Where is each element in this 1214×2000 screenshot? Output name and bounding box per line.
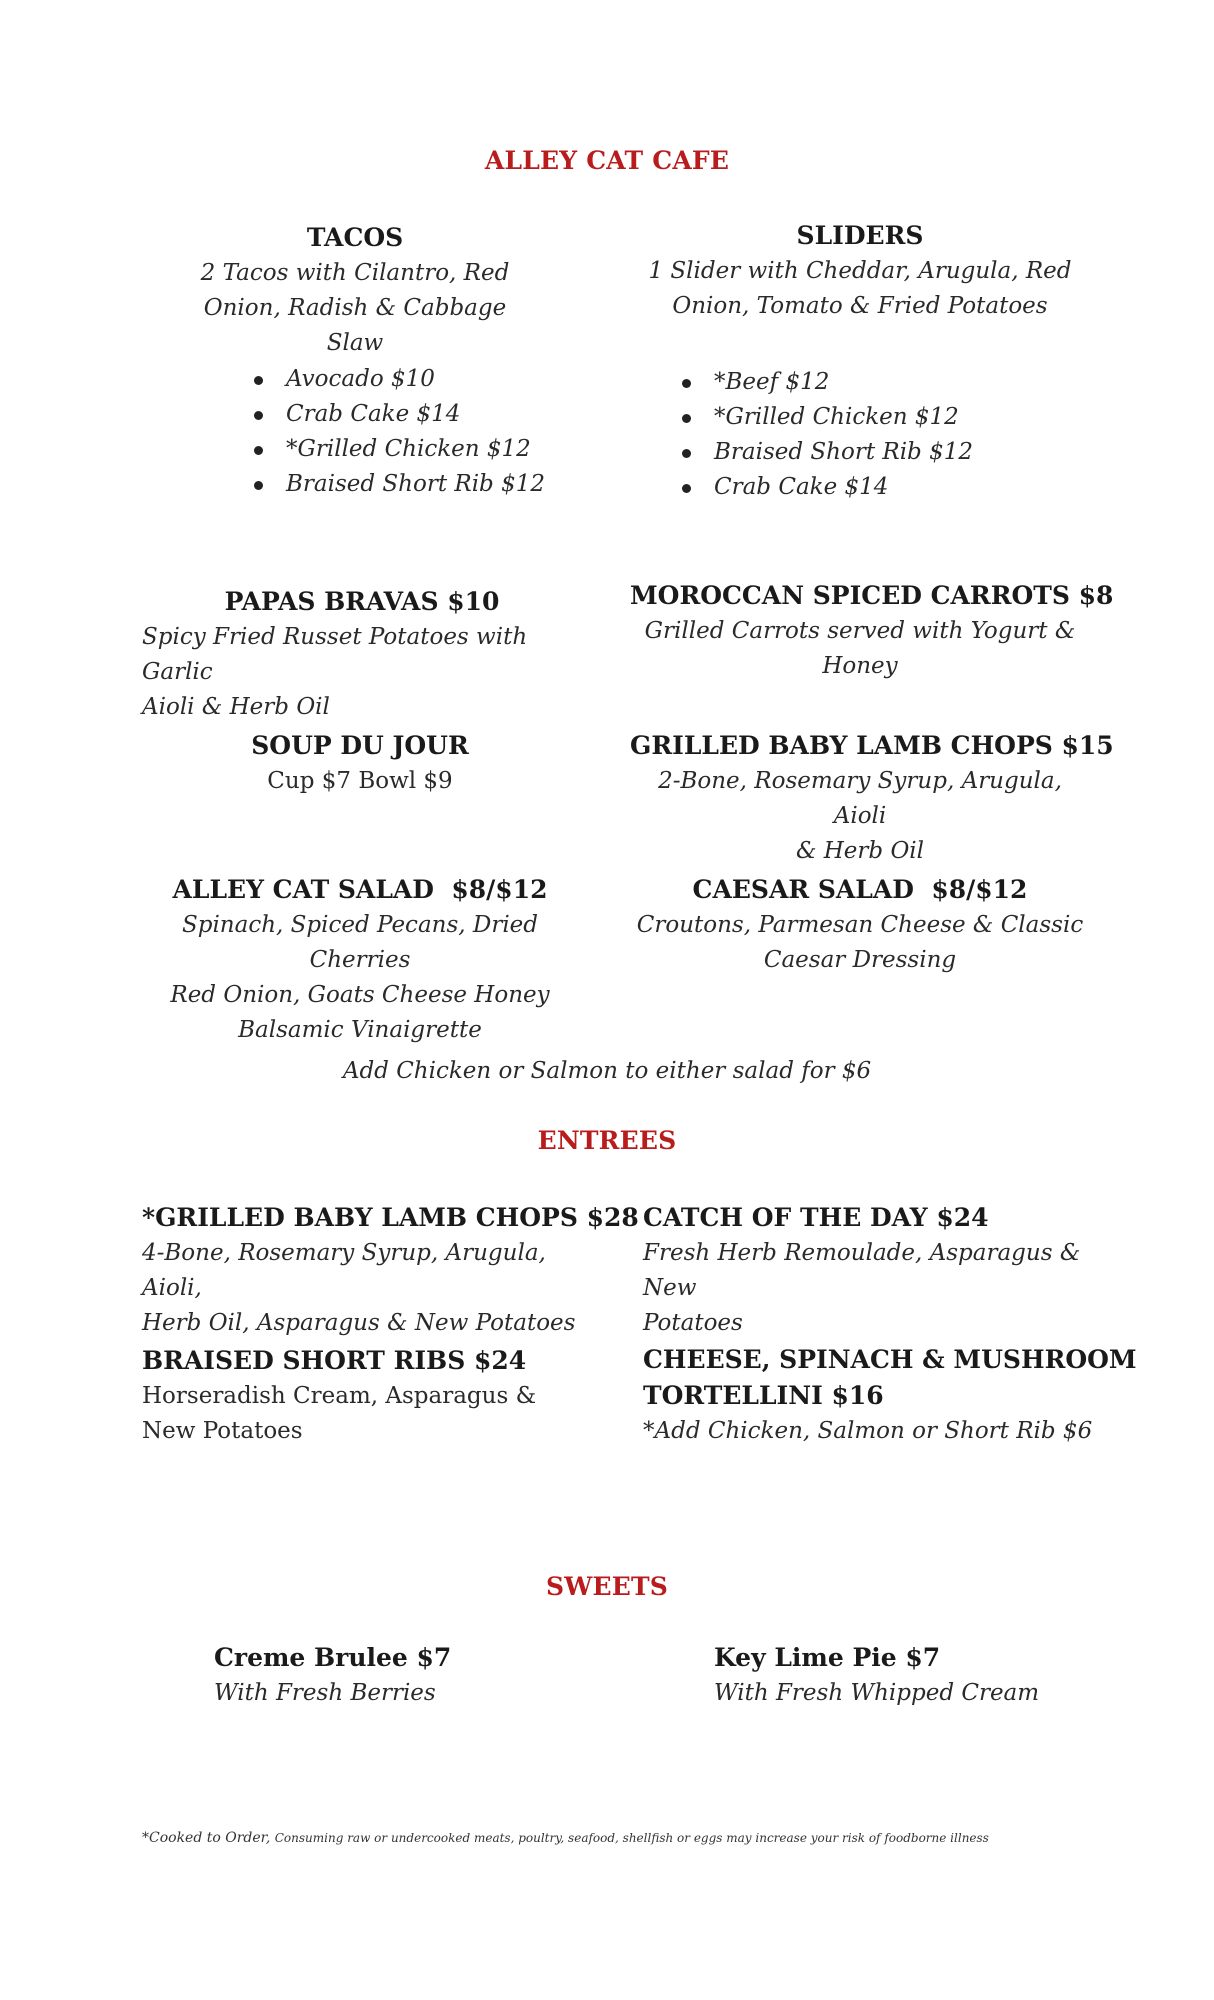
soup-heading: SOUP DU JOUR [251, 731, 469, 760]
entree-tortellini-heading-line1: CHEESE, SPINACH & MUSHROOM [643, 1345, 1137, 1374]
tacos-option: Crab Cake $14 [286, 401, 461, 427]
entree-lamb-chops-desc-line2: Herb Oil, Asparagus & New Potatoes [142, 1310, 576, 1336]
entree-tortellini-desc: *Add Chicken, Salmon or Short Rib $6 [643, 1418, 1093, 1444]
bullet-icon [682, 449, 691, 458]
tacos-option: Braised Short Rib $12 [286, 471, 545, 497]
entree-short-ribs-desc-line2: New Potatoes [142, 1418, 303, 1444]
creme-brulee-heading: Creme Brulee $7 [214, 1643, 452, 1672]
caesar-salad-heading: CAESAR SALAD $8/$12 [692, 875, 1028, 904]
entree-short-ribs-heading: BRAISED SHORT RIBS $24 [142, 1346, 527, 1375]
caesar-salad-desc-line2: Caesar Dressing [763, 947, 957, 973]
entree-short-ribs [142, 1343, 612, 1449]
moroccan-carrots-section [630, 578, 1114, 684]
sweet-key-lime-pie [714, 1640, 1094, 1711]
tacos-section [190, 220, 520, 361]
list-item [250, 397, 545, 432]
lamb-chops-small-section [630, 728, 1114, 869]
tacos-option: Avocado $10 [286, 366, 435, 392]
bullet-icon [254, 481, 263, 490]
entree-catch-desc-line2: Potatoes [643, 1310, 743, 1336]
caesar-salad-desc-line1: Croutons, Parmesan Cheese & Classic [636, 912, 1084, 938]
list-item [678, 400, 973, 435]
sliders-desc-line2: Onion, Tomato & Fried Potatoes [672, 293, 1048, 319]
alley-cat-salad-heading: ALLEY CAT SALAD $8/$12 [172, 875, 548, 904]
soup-desc: Cup $7 Bowl $9 [267, 768, 453, 794]
bullet-icon [682, 414, 691, 423]
lamb-chops-small-desc-line1: 2-Bone, Rosemary Syrup, Arugula, Aioli [658, 768, 1062, 829]
list-item [250, 362, 545, 397]
entree-lamb-chops-heading: *GRILLED BABY LAMB CHOPS $28 [142, 1203, 639, 1232]
entree-catch-desc-line1: Fresh Herb Remoulade, Asparagus & New [643, 1240, 1081, 1301]
alley-cat-salad-desc-line1: Spinach, Spiced Pecans, Dried Cherries [181, 912, 539, 973]
tacos-desc-line2: Onion, Radish & Cabbage Slaw [203, 295, 507, 356]
moroccan-carrots-desc-line1: Grilled Carrots served with Yogurt & [644, 618, 1076, 644]
list-item [250, 432, 545, 467]
sliders-option: Braised Short Rib $12 [714, 439, 973, 465]
sliders-desc-line1: 1 Slider with Cheddar, Arugula, Red [648, 258, 1072, 284]
tacos-heading: TACOS [306, 223, 404, 252]
sliders-section [640, 218, 1080, 324]
bullet-icon [254, 376, 263, 385]
key-lime-pie-desc: With Fresh Whipped Cream [714, 1680, 1040, 1706]
footer-lead: *Cooked to Order, [142, 1830, 271, 1846]
list-item [678, 435, 973, 470]
lamb-chops-small-desc-line2: & Herb Oil [795, 838, 925, 864]
papas-bravas-heading: PAPAS BRAVAS $10 [224, 587, 500, 616]
menu-title: ALLEY CAT CAFE [484, 146, 730, 175]
bullet-icon [254, 411, 263, 420]
salad-addon-note: Add Chicken or Salmon to either salad for $6 [342, 1058, 872, 1084]
alley-cat-salad-desc-line2: Red Onion, Goats Cheese Honey [170, 982, 550, 1008]
sweet-creme-brulee [214, 1640, 594, 1711]
moroccan-carrots-desc-line2: Honey [822, 653, 898, 679]
alley-cat-salad-section [130, 872, 590, 1048]
moroccan-carrots-heading: MOROCCAN SPICED CARROTS $8 [630, 581, 1114, 610]
alley-cat-salad-desc-line3: Balsamic Vinaigrette [238, 1017, 482, 1043]
papas-bravas-desc-line1: Spicy Fried Russet Potatoes with Garlic [142, 624, 528, 685]
tacos-desc-line1: 2 Tacos with Cilantro, Red [200, 260, 510, 286]
entree-catch [643, 1200, 1113, 1341]
papas-bravas-desc-line2: Aioli & Herb Oil [142, 694, 330, 720]
soup-section [180, 728, 540, 799]
creme-brulee-desc: With Fresh Berries [214, 1680, 436, 1706]
footer-disclaimer [142, 1830, 989, 1846]
list-item [678, 365, 973, 400]
footer-warning: Consuming raw or undercooked meats, poultry, seafood, shellfish or eggs may increase your risk of foodborne illness [274, 1831, 989, 1845]
sliders-option: *Grilled Chicken $12 [714, 404, 959, 430]
caesar-salad-section [630, 872, 1090, 978]
tacos-options [250, 362, 545, 502]
entree-tortellini [643, 1342, 1137, 1449]
entrees-heading: ENTREES [537, 1126, 677, 1155]
sweets-heading: SWEETS [545, 1572, 669, 1601]
list-item [250, 467, 545, 502]
sliders-heading: SLIDERS [796, 221, 924, 250]
lamb-chops-small-heading: GRILLED BABY LAMB CHOPS $15 [630, 731, 1114, 760]
bullet-icon [682, 484, 691, 493]
sliders-option: Crab Cake $14 [714, 474, 889, 500]
bullet-icon [682, 379, 691, 388]
tacos-option: *Grilled Chicken $12 [286, 436, 531, 462]
entree-lamb-chops-desc-line1: 4-Bone, Rosemary Syrup, Arugula, Aioli, [142, 1240, 546, 1301]
list-item [678, 470, 973, 505]
bullet-icon [254, 446, 263, 455]
entree-lamb-chops [142, 1200, 639, 1341]
key-lime-pie-heading: Key Lime Pie $7 [714, 1643, 941, 1672]
entree-tortellini-heading-line2: TORTELLINI $16 [643, 1381, 884, 1410]
entree-catch-heading: CATCH OF THE DAY $24 [643, 1203, 989, 1232]
entree-short-ribs-desc-line1: Horseradish Cream, Asparagus & [142, 1383, 537, 1409]
sliders-option: *Beef $12 [714, 369, 830, 395]
sliders-options [678, 365, 973, 505]
papas-bravas-section [142, 584, 582, 725]
